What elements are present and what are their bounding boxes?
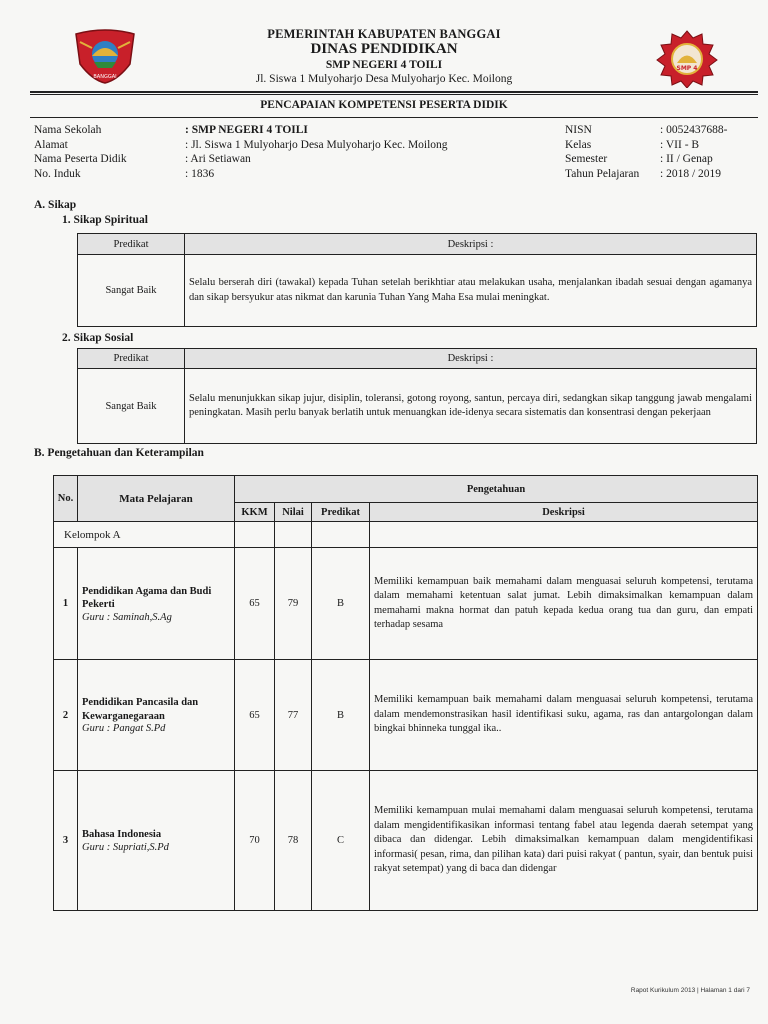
svg-text:BANGGAI: BANGGAI xyxy=(93,74,117,80)
info-row: Kelas : VII - B xyxy=(565,138,700,151)
row-deskripsi: Memiliki kemampuan baik memahami dalam menguasai seluruh kompetensi, terutama dalam memahami ketentuan salat jumat. Lebih dimaksimalkan kemampuan dalam memahami makna hormat dan patuh kepada kedua orang tua dan guru, dan empati terhadap sesama xyxy=(370,548,758,660)
row-nilai: 78 xyxy=(275,771,312,911)
row-nilai: 77 xyxy=(275,660,312,771)
office-name: DINAS PENDIDIKAN xyxy=(310,41,458,57)
sosial-deskripsi: Selalu menunjukkan sikap jujur, disiplin, toleransi, gotong royong, santun, percaya diri, sedangkan sikap tanggung jawab mengalami peningkatan. Masih perlu banyak berlatih untuk menuangkan ide-idenya secara sistematis dan konsentrasi dengan pekerjaan xyxy=(185,369,757,444)
row-no: 3 xyxy=(54,771,78,911)
sosial-table xyxy=(77,348,757,444)
row-predikat: C xyxy=(312,771,370,911)
spiritual-predikat: Sangat Baik xyxy=(78,255,185,327)
row-deskripsi: Memiliki kemampuan mulai memahami dalam menguasai seluruh kompetensi, terutama dalam mengidentifikasikan informasi tentang fabel atau legenda daerah setempat yang dibaca dan didengar. Lebih dimaksimalkan kemampuan dalam mengidentifikasi informasi( pesan, rima, dan pilihan kata) dari puisi rakyat ( pantun, syair, dan bentuk puisi rakyat setempat) yang di baca dan didengar xyxy=(370,771,758,911)
page-footer: Rapot Kurikulum 2013 | Halaman 1 dari 7 xyxy=(630,987,750,994)
table-row xyxy=(54,548,758,660)
school-address: Jl. Siswa 1 Mulyoharjo Desa Mulyoharjo Kec. Moilong xyxy=(255,73,513,85)
col-mata-pelajaran: Mata Pelajaran xyxy=(78,476,235,522)
info-row: Nama Peserta Didik : Ari Setiawan xyxy=(34,153,251,165)
row-predikat: B xyxy=(312,548,370,660)
info-row: Alamat : Jl. Siswa 1 Mulyoharjo Desa Mulyoharjo Kec. Moilong xyxy=(34,138,448,151)
subject-name: Pendidikan Pancasila dan Kewarganegaraan xyxy=(82,697,199,722)
row-subject-cell xyxy=(78,771,235,911)
gov-name: PEMERINTAH KABUPATEN BANGGAI xyxy=(267,27,501,41)
teacher-name: Guru : Supriati,S.Pd xyxy=(82,841,169,853)
col-deskripsi: Deskripsi xyxy=(370,503,758,522)
student-info-left xyxy=(34,123,448,181)
school-name: SMP NEGERI 4 TOILI xyxy=(325,59,443,71)
row-nilai: 79 xyxy=(275,548,312,660)
sosial-title: 2. Sikap Sosial xyxy=(62,332,134,344)
info-row: NISN : 0052437688- xyxy=(565,124,728,136)
teacher-name: Guru : Saminah,S.Ag xyxy=(82,611,172,623)
col-kkm: KKM xyxy=(235,503,275,522)
spiritual-deskripsi: Selalu berserah diri (tawakal) kepada Tuhan setelah berikhtiar atau melakukan usaha, menjalankan ibadah sesuai dengan agamanya dan sikap bersyukur atas nikmat dan karunia Tuhan Yang Maha Esa mulai meningkat. xyxy=(185,255,757,327)
row-predikat: B xyxy=(312,660,370,771)
col-predikat: Predikat xyxy=(78,349,185,369)
info-row: Semester : II / Genap xyxy=(565,153,713,165)
col-deskripsi: Deskripsi : xyxy=(185,234,757,255)
title-underline xyxy=(30,117,758,118)
row-kkm: 65 xyxy=(235,548,275,660)
info-row: No. Induk : 1836 xyxy=(34,167,215,180)
col-pengetahuan: Pengetahuan xyxy=(235,476,758,503)
table-row xyxy=(54,771,758,911)
section-b-title: B. Pengetahuan dan Keterampilan xyxy=(34,447,204,459)
group-label: Kelompok A xyxy=(54,522,235,548)
row-kkm: 70 xyxy=(235,771,275,911)
row-no: 2 xyxy=(54,660,78,771)
row-deskripsi: Memiliki kemampuan baik memahami dalam menguasai seluruh kompetensi, terutama dalam mendemonstrasikan hasil identifikasi suku, agama, ras dan antargolongan dalam bingkai bhinneka tunggal ika.. xyxy=(370,660,758,771)
info-row: Tahun Pelajaran : 2018 / 2019 xyxy=(565,167,722,180)
spiritual-title: 1. Sikap Spiritual xyxy=(62,214,148,226)
col-deskripsi: Deskripsi : xyxy=(185,349,757,369)
row-kkm: 65 xyxy=(235,660,275,771)
svg-text:SMP 4: SMP 4 xyxy=(676,65,698,72)
col-nilai: Nilai xyxy=(275,503,312,522)
subject-name: Bahasa Indonesia xyxy=(82,829,162,841)
header-divider xyxy=(30,91,758,93)
spiritual-table xyxy=(77,233,757,327)
row-subject-cell xyxy=(78,548,235,660)
table-row xyxy=(54,660,758,771)
subject-name: Pendidikan Agama dan Budi Pekerti xyxy=(82,585,212,610)
grades-table xyxy=(53,475,758,911)
sosial-predikat: Sangat Baik xyxy=(78,369,185,444)
info-row: Nama Sekolah : SMP NEGERI 4 TOILI xyxy=(34,124,308,136)
document-title: PENCAPAIAN KOMPETENSI PESERTA DIDIK xyxy=(260,99,508,111)
row-no: 1 xyxy=(54,548,78,660)
header-divider-thin xyxy=(30,94,758,95)
col-predikat: Predikat xyxy=(312,503,370,522)
col-no: No. xyxy=(54,476,78,522)
teacher-name: Guru : Pangat S.Pd xyxy=(82,723,166,734)
section-a-title: A. Sikap xyxy=(34,199,77,211)
row-subject-cell xyxy=(78,660,235,771)
student-info-right xyxy=(565,123,727,181)
col-predikat: Predikat xyxy=(78,234,185,255)
